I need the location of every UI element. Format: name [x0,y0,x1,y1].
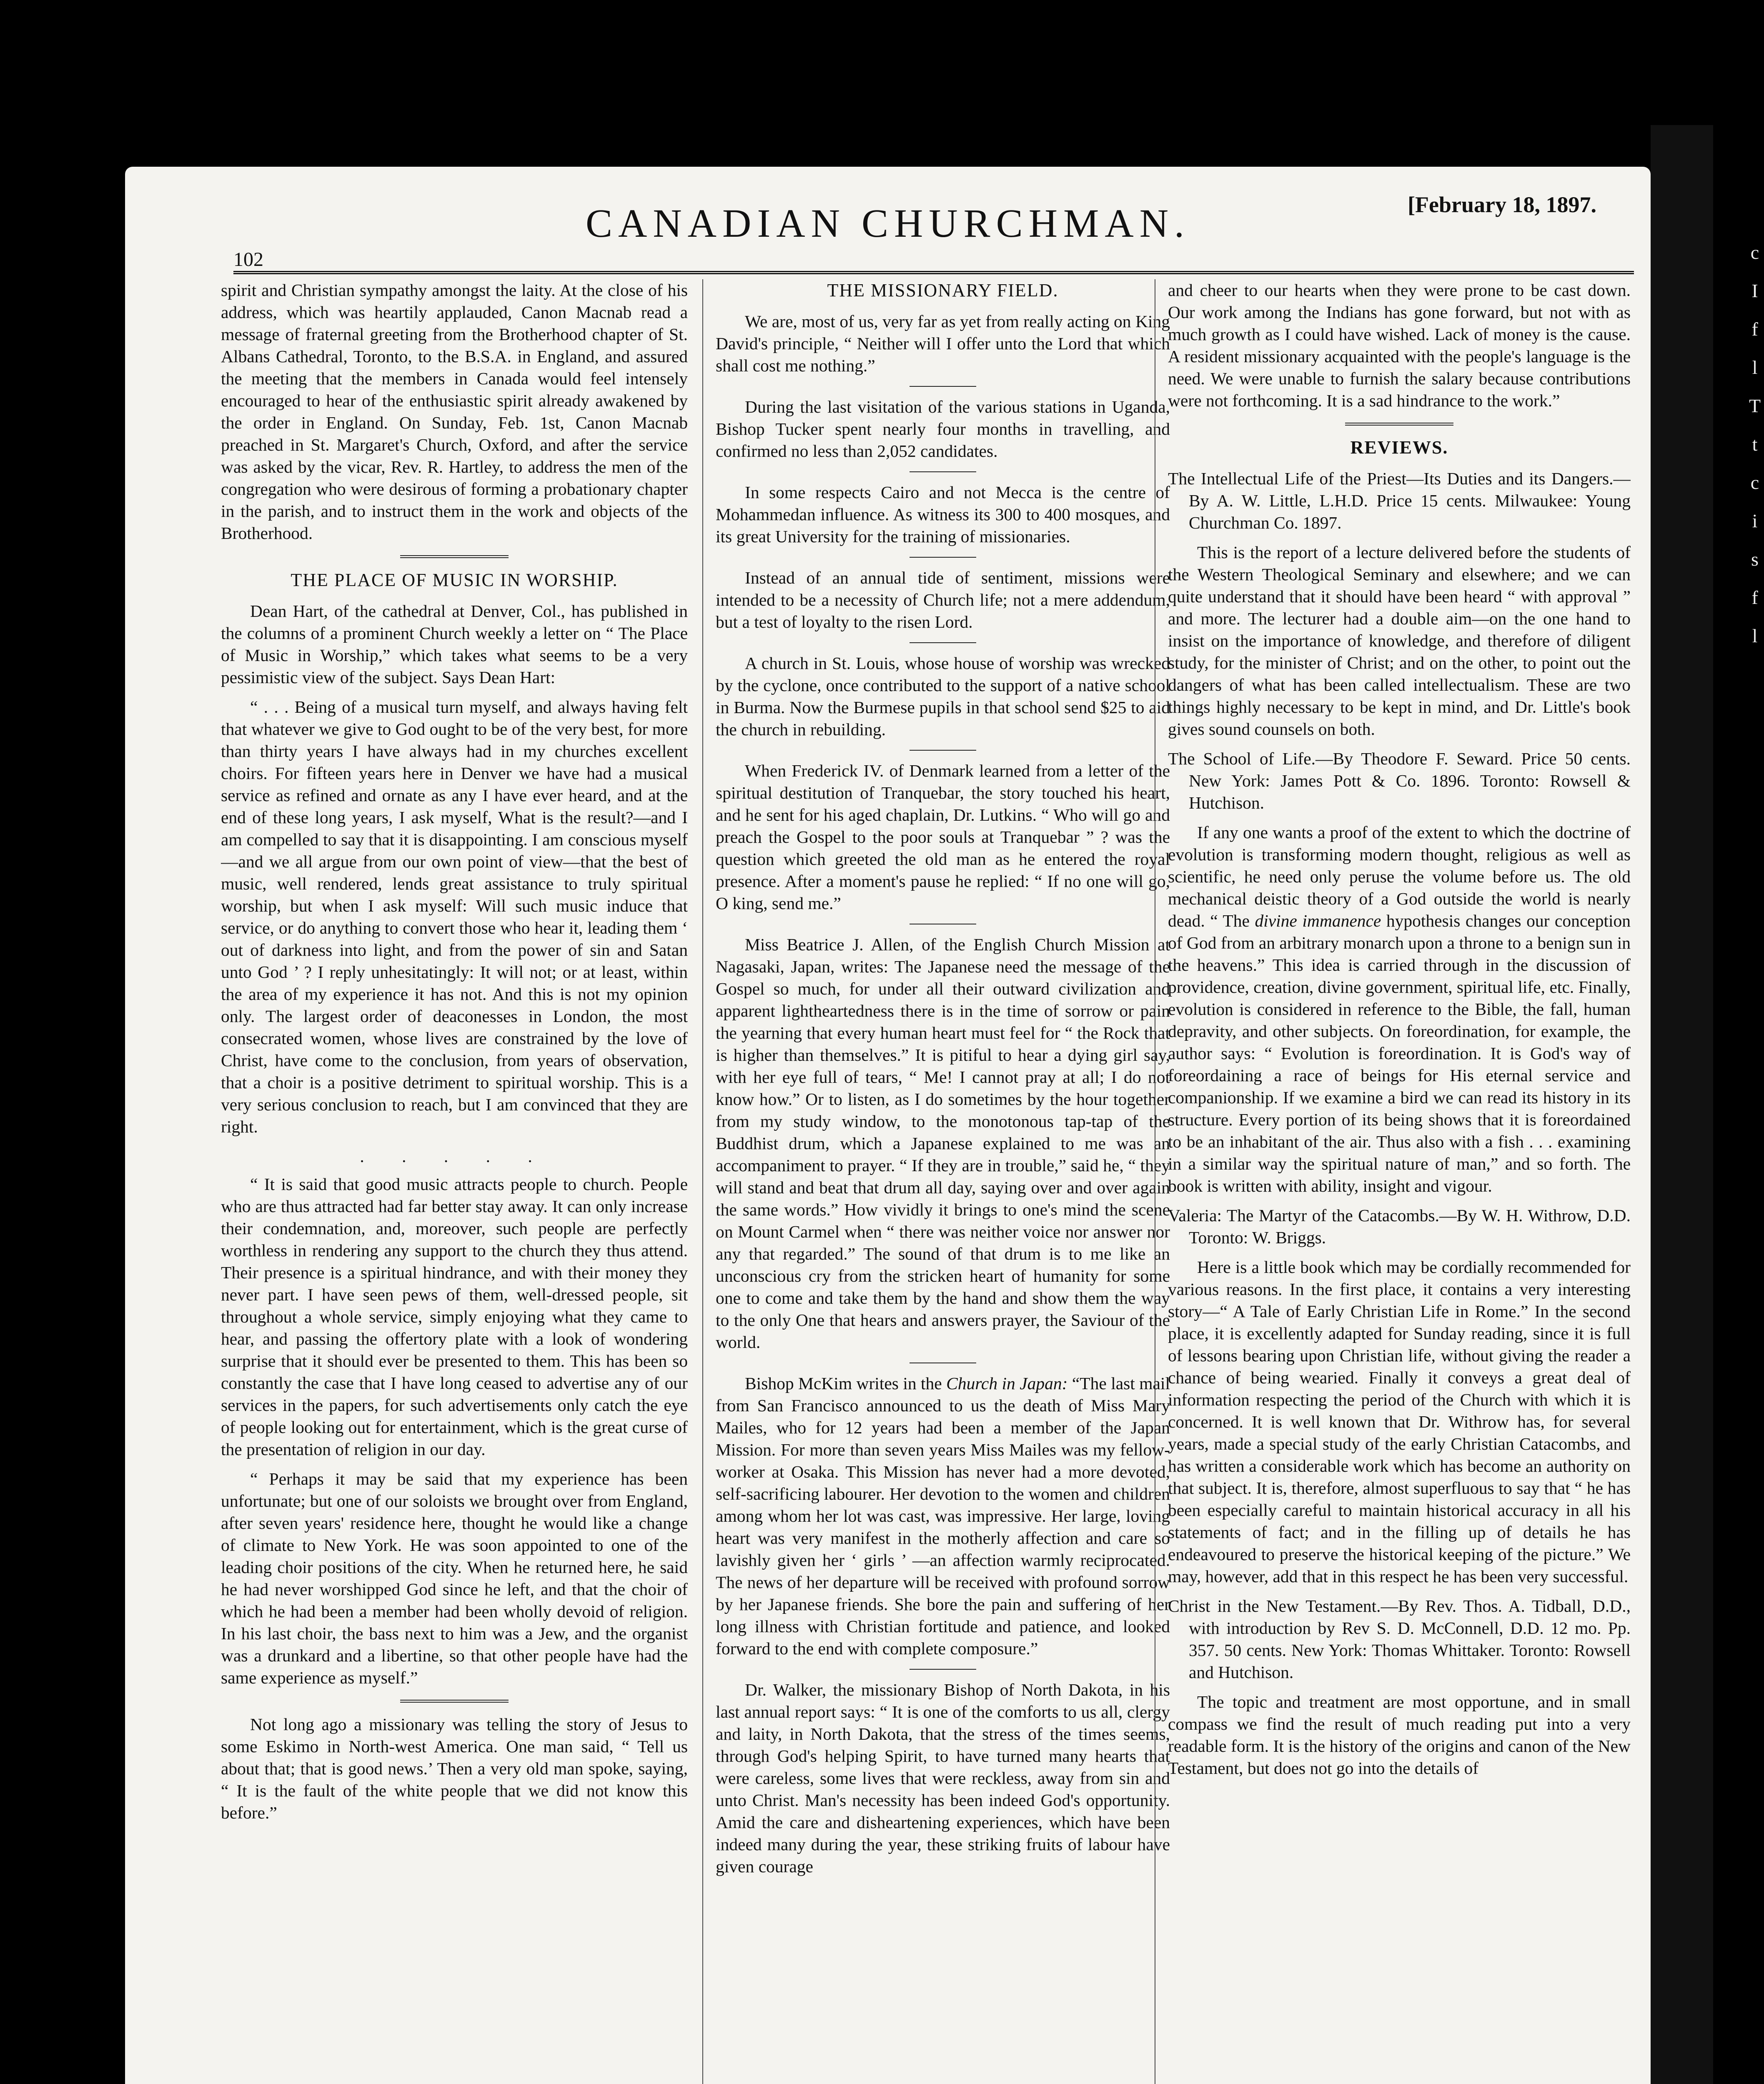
edge-letter: i [1752,510,1758,531]
article-paragraph: When Frederick IV. of Denmark learned from a letter of the spiritual destitution of Tranquebar, the story touched his heart, and he sent for his aged chaplain, Dr. Lutkins. “ Who will go and preach the Gospel to the poor souls at Tranquebar ” ? was the question which greeted the old man as he entered the royal presence. After a moment's pause he replied: “ If no one will go, O king, send me.” [716,761,1170,913]
section-heading-missionary: THE MISSIONARY FIELD. [827,280,1059,301]
article-paragraph: “ Perhaps it may be said that my experience has been unfortunate; but one of our soloists we brought over from England, after seven years' residence here, thought he would like a change of climate to New York. He was soon appointed to one of the leading choir positions of the city. When he returned here, he said he had never worshipped God since he left, and that the choir of which he had been a member had been wholly devoid of religion. In his last choir, the bass next to him was a Jew, and the organist was a drunkard and a libertine, so that other people have had the same experience as myself.” [221,1469,688,1687]
masthead [125,167,1651,271]
article-paragraph: We are, most of us, very far as yet from really acting on King David's principle, “ Neither will I offer unto the Lord that which shall cost me nothing.” [716,312,1170,375]
article-paragraph: During the last visitation of the various stations in Uganda, Bishop Tucker spent nearly four months in travelling, and confirmed no less than 2,052 candidates. [716,397,1170,461]
article-paragraph: and cheer to our hearts when they were prone to be cast down. Our work among the Indians has gone forward, but not with as much growth as I could have wished. Lack of money is the cause. A resident missionary acquainted with the people's language is the need. We were unable to furnish the salary because contributions were not forthcoming. It is a sad hindrance to the work.” [1168,281,1631,410]
text-run: hypothesis changes our conception of God from an arbitrary monarch upon a throne to a benign sun in the heavens.” This idea is carried through in the discussion of providence, creation, divine government, spiritual life, etc. Finally, evolution is considered in reference to the Bible, the fall, human depravity, and other subjects. On foreordination, for example, the author says: “ Evolution is foreordination. It is God's way of foreordaining a race of beings for His eternal service and companionship. If we examine a bird we can read its history in its structure. Every portion of its being shows that it is foreordained to be an inhabitant of the air. Thus also with a fish . . . examining in a similar way the spiritual nature of man,” and so forth. The book is written with ability, insight and vigour. [1168,911,1631,1195]
masthead-date: [February 18, 1897. [1408,192,1596,217]
review-title: Valeria: The Martyr of the Catacombs.—By W. H. Withrow, D.D. Toronto: W. Briggs. [1168,1206,1631,1247]
edge-letter: f [1751,318,1758,340]
article-paragraph: Instead of an annual tide of sentiment, missions were intended to be a necessity of Church life; not a mere addendum, but a test of loyalty to the risen Lord. [716,568,1170,631]
adjacent-page-edge-letters [1746,233,1763,655]
page-number: 102 [233,248,263,271]
section-heading-music: THE PLACE OF MUSIC IN WORSHIP. [291,570,618,590]
article-paragraph: spirit and Christian sympathy amongst the laity. At the close of his address, which was heartily applauded, Canon Macnab read a message of fraternal greeting from the Brotherhood chapter of St. Albans Cathedral, Toronto, to the B.S.A. in England, and assured the meeting that the members in Canada would feel intensely encouraged to hear of the enthusiastic spirit already awakened by the order in England. On Sunday, Feb. 1st, Canon Macnab preached in St. Margaret's Church, Oxford, and after the service was asked by the vicar, Rev. R. Hartley, to address the men of the congregation who were desirous of forming a probationary chapter in the parish, and to instruct them in the work and objects of the Brotherhood. [221,281,688,543]
section-divider [400,1700,509,1703]
edge-letter: c [1750,242,1759,263]
text-run: Bishop McKim writes in the [745,1374,942,1393]
article-paragraph: “ . . . Being of a musical turn myself, and always having felt that whatever we give to God ought to be of the very best, for more than thirty years I have always had in my churches excellent choirs. For fifteen years here in Denver we have had a musical service as refined and ornate as any I have ever heard, and at the end of these long years, I ask myself, What is the result?—and I am compelled to say that it is disappointing. I am conscious myself—and we all argue from our own point of view—that the best of music, well rendered, lends great assistance to truly spiritual worship, but when I ask myself: Will such music induce that service, or do anything to convert those who hear it, leading them ‘ out of darkness into light, and from the power of sin and Satan unto God ’ ? I reply unhesitatingly: It will not; or at least, within the area of my experience it has not. And this is not my opinion only. The largest order of deaconesses in London, the most consecrated women, whose lives are constrained by the love of Christ, have come to the conclusion, from years of observation, that a choir is a positive detriment to spiritual worship. This is a very serious conclusion to reach, but I am convinced that they are right. [221,697,688,1136]
article-paragraph: Not long ago a missionary was telling the story of Jesus to some Eskimo in North-west America. One man said, “ Tell us about that; that is good news.’ Then a very old man spoke, saying, “ It is the fault of the white people that we did not know this before.” [221,1715,688,1822]
article-paragraph: In some respects Cairo and not Mecca is the centre of Mohammedan influence. As witness its 300 to 400 mosques, and its great University for the training of missionaries. [716,483,1170,546]
ellipsis-dots: . . . . . [360,1147,549,1166]
article-paragraph: Dr. Walker, the missionary Bishop of North Dakota, in his last annual report says: “ It is one of the comforts to us all, clergy and laity, in North Dakota, that the stress of the times seems, through God's helping Spirit, to have turned many hearts that were careless, some lives that were reckless, away from sin and unto Christ. Man's necessity has been indeed God's opportunity. Amid the care and disheartening experiences, which have been indeed many during the year, these striking fruits of labour have given courage [716,1680,1170,1876]
article-paragraph: Miss Beatrice J. Allen, of the English Church Mission at Nagasaki, Japan, writes: The Japanese need the message of the Gospel so much, for under all their outward civilization and apparent lightheartedness there is in the time of sorrow or pain the yearning that every human heart must feel for “ the Rock that is higher than themselves.” It is pitiful to hear a dying girl say, with her eye full of tears, “ Me! I cannot pray at all; I do not know how.” Or to listen, as I do sometimes by the hour together from my study window, to the monotonous tap-tap of the Buddhist drum, which a Japanese explained to me was an accompaniment to prayer. “ If they are in trouble,” said he, “ they will stand and beat that drum all day, saying over and over again the same words.” How vividly it brings to one's mind the scene on Mount Carmel when “ there was neither voice nor answer nor any that regarded.” The sound of that drum is to me like an unconscious cry from the stricken heart of humanity for some one to come and take them by the hand and show them the way to the only One that hears and answers prayer, the Saviour of the world. [716,935,1170,1352]
item-divider [910,557,976,558]
review-title: The School of Life.—By Theodore F. Seward. Price 50 cents. New York: James Pott & Co. 1896. Toronto: Rowsell & Hutchison. [1168,749,1631,812]
article-paragraph: A church in St. Louis, whose house of worship was wrecked by the cyclone, once contributed to the support of a native school in Burma. Now the Burmese pupils in that school send $25 to aid the church in rebuilding. [716,654,1170,739]
item-divider [910,1669,976,1670]
publication-title: Church in Japan: [946,1374,1068,1393]
edge-letter: s [1751,549,1759,570]
article-paragraph: “ It is said that good music attracts people to church. People who are thus attracted had far better stay away. It can only increase their condemnation, and, moreover, such people are perfectly worthless in rendering any support to the church they thus attend. Their presence is a spiritual hindrance, and with their money they never part. I have seen pews of them, well-dressed people, sit throughout a whole service, simply enjoying what they came to hear, and passing the offertory plate with a look of wondering surprise that it should ever be presented to them. This has been so constantly the case that I have long ceased to advertise any of our services in the papers, for such advertisements only catch the eye of people looking out for entertainment, which is the great curse of the presentation of religion in our day. [221,1175,688,1459]
review-body: This is the report of a lecture delivered before the students of the Western Theological Seminary and elsewhere; and we can quite understand that it should have been heard “ with approval ” and more. The lecturer had a double aim—on the one hand to insist on the importance of knowledge, and therefore of diligent study, for the minister of Christ; and on the other, to point out the dangers of what has been called intellectualism. These are two things highly necessary to be kept in mind, and Dr. Little's book gives sound counsels on both. [1168,543,1631,739]
edge-letter: l [1752,357,1758,378]
review-body: The topic and treatment are most opportune, and in small compass we find the result of much reading put into a very readable form. It is the history of the origins and canon of the New Testament, but does not go into the details of [1168,1692,1631,1778]
edge-letter: f [1751,587,1758,608]
item-divider [910,750,976,751]
section-divider [400,555,509,558]
italic-term: divine immanence [1255,911,1381,930]
section-heading-reviews: REVIEWS. [1350,437,1448,458]
column-2 [702,279,1170,2084]
review-title: The Intellectual Life of the Priest—Its Duties and its Dangers.—By A. W. Little, L.H.D. Price 15 cents. Milwaukee: Young Churchman Co. 1897. [1168,469,1631,532]
edge-letter: c [1750,472,1759,493]
item-divider [910,386,976,387]
item-divider [910,471,976,472]
item-divider [910,642,976,643]
article-paragraph: Dean Hart, of the cathedral at Denver, Col., has published in the columns of a prominent Church weekly a letter on “ The Place of Music in Worship,” which takes what seems to be a very pessimistic view of the subject. Says Dean Hart: [221,601,688,687]
masthead-title: CANADIAN CHURCHMAN. [585,201,1190,245]
column-3 [1155,279,1631,2084]
edge-letter: I [1751,280,1758,301]
section-divider [1345,423,1453,426]
masthead-rule [233,271,1634,274]
review-body: Here is a little book which may be cordially recommended for various reasons. In the first place, it contains a very interesting story—“ A Tale of Early Christian Life in Rome.” In the second place, it is excellently adapted for Sunday reading, since it is full of lessons bearing upon Christian life, without giving the reader a chance of being wearied. Finally it conveys a great deal of information respecting the period of the Church with which it is concerned. It is well known that Dr. Withrow has, for several years, made a special study of the early Christian Catacombs, and has written a considerable work which has become an authority on that subject. It is, therefore, almost superfluous to say that “ he has been especially careful to maintain historical accuracy in all his statements of fact; and in the filling up of details he has endeavoured to preserve the historical keeping of the picture.” We may, however, add that in this respect he has been very successful. [1168,1257,1631,1586]
page-gutter-shadow [1651,125,1713,2084]
newspaper-page [125,167,1651,2084]
edge-letter: l [1752,625,1758,646]
edge-letter: T [1749,395,1761,416]
edge-letter: t [1752,433,1758,455]
review-title: Christ in the New Testament.—By Rev. Thos. A. Tidball, D.D., with introduction by Rev S. D. McConnell, D.D. 12 mo. Pp. 357. 50 cents. New York: Thomas Whittaker. Toronto: Rowsell and Hutchison. [1168,1596,1631,1682]
text-run: “The last mail from San Francisco announced to us the death of Miss Mary Mailes, who for 12 years had been a member of the Japan Mission. For more than seven years Miss Mailes was my fellow-worker at Osaka. This Mission has never had a more devoted, self-sacrificing labourer. Her devotion to the women and children among whom her lot was cast, was impressive. Her large, loving heart was very manifest in the motherly affection and care so lavishly given her ‘ girls ’ —an affection warmly reciprocated. The news of her departure will be received with profound sorrow by her Japanese friends. She bore the pain and suffering of her long illness with Christian fortitude and patience, and looked forward to the end with complete composure.” [716,1374,1170,1658]
review-body [1168,822,1631,1197]
column-1 [221,279,688,2084]
text-run: If any one wants a proof of the extent to which the doctrine of evolution is transforming modern thought, religious as well as scientific, he need only peruse the volume before us. The old mechanical deistic theory of a God outside the world is nearly dead. “ The [1168,823,1631,930]
article-paragraph-mckim [716,1373,1170,1660]
